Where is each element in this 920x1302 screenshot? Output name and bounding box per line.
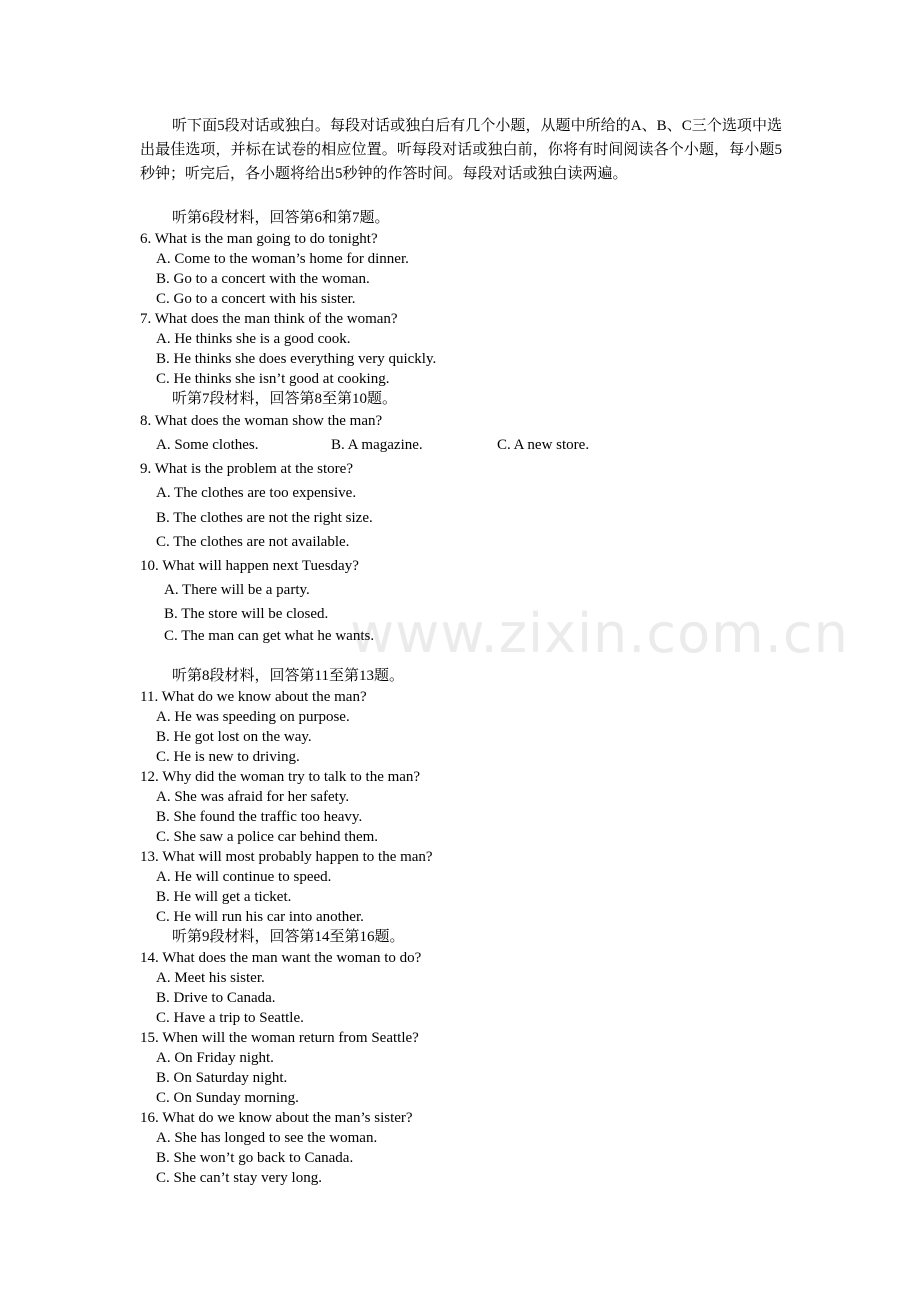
q12-option-a: A. She was afraid for her safety. (156, 789, 350, 805)
q16-option-b: B. She won’t go back to Canada. (156, 1150, 354, 1166)
watermark: www.zixin.com.cn (350, 602, 849, 665)
question-15: 15. When will the woman return from Seattle? (140, 1030, 419, 1046)
question-11: 11. What do we know about the man? (140, 689, 367, 705)
q14-option-b: B. Drive to Canada. (156, 990, 276, 1006)
question-10: 10. What will happen next Tuesday? (140, 558, 359, 574)
q8-option-a: A. Some clothes. (156, 437, 259, 453)
section-9-heading: 听第9段材料，回答第14至第16题。 (172, 929, 405, 945)
q11-option-a: A. He was speeding on purpose. (156, 709, 350, 725)
q16-option-c: C. She can’t stay very long. (156, 1170, 322, 1186)
question-13: 13. What will most probably happen to the man? (140, 849, 433, 865)
q11-option-b: B. He got lost on the way. (156, 729, 312, 745)
q10-option-c: C. The man can get what he wants. (164, 628, 375, 644)
q6-option-a: A. Come to the woman’s home for dinner. (156, 251, 409, 267)
q15-option-b: B. On Saturday night. (156, 1070, 288, 1086)
question-16: 16. What do we know about the man’s sister? (140, 1110, 413, 1126)
q8-option-c: C. A new store. (497, 437, 590, 453)
section-6-heading: 听第6段材料，回答第6和第7题。 (172, 210, 390, 226)
q16-option-a: A. She has longed to see the woman. (156, 1130, 378, 1146)
q9-option-a: A. The clothes are too expensive. (156, 485, 357, 501)
q7-option-c: C. He thinks she isn’t good at cooking. (156, 371, 390, 387)
q15-option-a: A. On Friday night. (156, 1050, 274, 1066)
instructions-paragraph (140, 114, 782, 186)
q15-option-c: C. On Sunday morning. (156, 1090, 299, 1106)
q14-option-a: A. Meet his sister. (156, 970, 265, 986)
question-8: 8. What does the woman show the man? (140, 413, 383, 429)
question-14: 14. What does the man want the woman to do? (140, 950, 422, 966)
q7-option-a: A. He thinks she is a good cook. (156, 331, 351, 347)
question-7: 7. What does the man think of the woman? (140, 311, 398, 327)
section-8-heading: 听第8段材料，回答第11至第13题。 (172, 668, 404, 684)
q12-option-b: B. She found the traffic too heavy. (156, 809, 363, 825)
q13-option-b: B. He will get a ticket. (156, 889, 292, 905)
instructions-text: 听下面5段对话或独白。每段对话或独白后有几个小题，从题中所给的A、B、C三个选项中选出最佳选项，并标在试卷的相应位置。听每段对话或独白前，你将有时间阅读各个小题，每小题5秒钟；听完后，各小题将给出5秒钟的作答时间。每段对话或独白读两遍。 (140, 118, 782, 182)
question-9: 9. What is the problem at the store? (140, 461, 353, 477)
q14-option-c: C. Have a trip to Seattle. (156, 1010, 304, 1026)
q6-option-c: C. Go to a concert with his sister. (156, 291, 356, 307)
question-6: 6. What is the man going to do tonight? (140, 231, 378, 247)
q11-option-c: C. He is new to driving. (156, 749, 300, 765)
q10-option-a: A. There will be a party. (164, 582, 310, 598)
q12-option-c: C. She saw a police car behind them. (156, 829, 379, 845)
q8-option-b: B. A magazine. (331, 437, 423, 453)
question-12: 12. Why did the woman try to talk to the man? (140, 769, 421, 785)
q6-option-b: B. Go to a concert with the woman. (156, 271, 370, 287)
q7-option-b: B. He thinks she does everything very quickly. (156, 351, 437, 367)
q13-option-a: A. He will continue to speed. (156, 869, 332, 885)
section-7-heading: 听第7段材料，回答第8至第10题。 (172, 391, 398, 407)
q10-option-b: B. The store will be closed. (164, 606, 329, 622)
q13-option-c: C. He will run his car into another. (156, 909, 364, 925)
q9-option-c: C. The clothes are not available. (156, 534, 350, 550)
q9-option-b: B. The clothes are not the right size. (156, 510, 373, 526)
